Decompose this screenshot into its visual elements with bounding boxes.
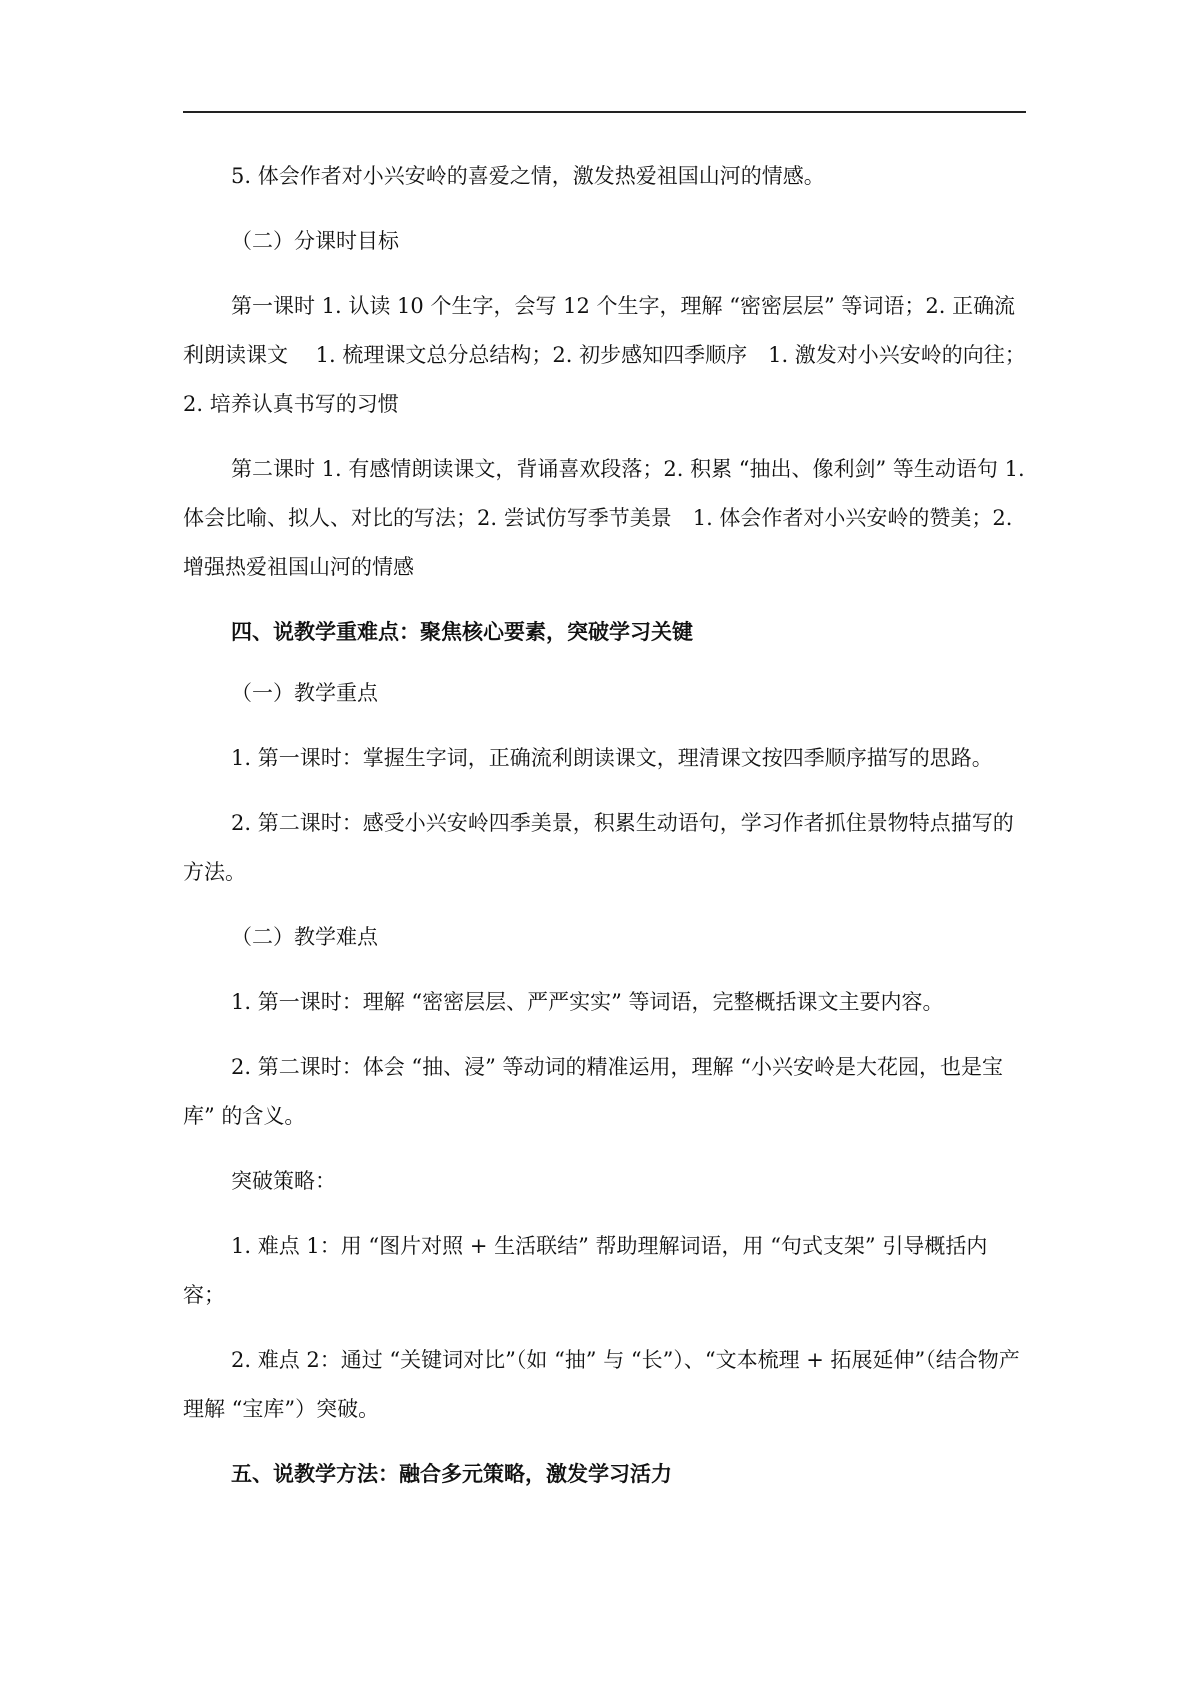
header-rule: [183, 111, 1026, 113]
paragraph-lesson-two: 第二课时 1. 有感情朗读课文，背诵喜欢段落；2. 积累 “抽出、像利剑” 等生动语句 1. 体会比喻、拟人、对比的写法；2. 尝试仿写季节美景 1. 体会作者对小兴安岭的赞美；2. 增强热爱祖国山河的情感: [183, 457, 1025, 579]
paragraph-difficulty-2: 2. 第二课时：体会 “抽、浸” 等动词的精准运用，理解 “小兴安岭是大花园，也是宝库” 的含义。: [183, 1055, 1003, 1128]
paragraph-strategy-2: 2. 难点 2：通过 “关键词对比”（如 “抽” 与 “长”）、“文本梳理 + 拓展延伸”（结合物产理解 “宝库”）突破。: [183, 1348, 1020, 1421]
subheading-teaching-difficulty: （二）教学难点: [231, 925, 378, 949]
subheading-teaching-focus: （一）教学重点: [231, 681, 378, 705]
paragraph-lesson-one: 第一课时 1. 认读 10 个生字，会写 12 个生字，理解 “密密层层” 等词语；2. 正确流利朗读课文 1. 梳理课文总分总结构；2. 初步感知四季顺序 1. 激发对小兴安岭的向往；2. 培养认真书写的习惯: [183, 294, 1026, 416]
paragraph-strategy-1: 1. 难点 1：用 “图片对照 + 生活联结” 帮助理解词语，用 “句式支架” 引导概括内容；: [183, 1234, 988, 1307]
paragraph-focus-2: 2. 第二课时：感受小兴安岭四季美景，积累生动语句，学习作者抓住景物特点描写的方法。: [183, 811, 1014, 884]
subheading-strategy: 突破策略：: [231, 1169, 336, 1193]
section-heading-methods: 五、说教学方法：融合多元策略，激发学习活力: [231, 1462, 672, 1486]
section-heading-key-points: 四、说教学重难点：聚焦核心要素，突破学习关键: [231, 620, 693, 644]
paragraph-focus-1: 1. 第一课时：掌握生字词，正确流利朗读课文，理清课文按四季顺序描写的思路。: [231, 746, 993, 770]
paragraph-difficulty-1: 1. 第一课时：理解 “密密层层、严严实实” 等词语，完整概括课文主要内容。: [231, 990, 944, 1014]
document-body: [183, 152, 1026, 1499]
subheading-lesson-objectives: （二）分课时目标: [231, 229, 399, 253]
paragraph-objective-5: 5. 体会作者对小兴安岭的喜爱之情，激发热爱祖国山河的情感。: [231, 164, 825, 188]
